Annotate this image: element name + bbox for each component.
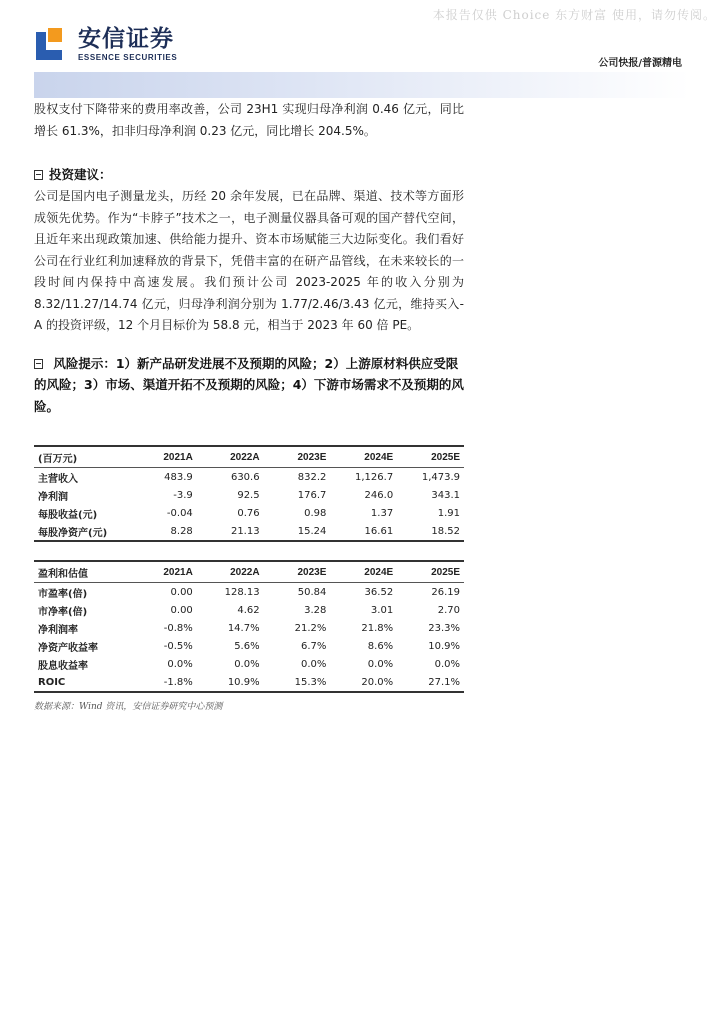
table-cell: 8.6% — [367, 640, 394, 652]
essence-logo-icon — [34, 26, 70, 62]
table-cell: 27.1% — [397, 673, 464, 692]
data-source-note: 数据来源：Wind 资讯，安信证券研究中心预测 — [34, 702, 223, 712]
table-cell: 18.52 — [397, 522, 464, 541]
table-row — [34, 637, 464, 655]
table-cell: 50.84 — [297, 586, 327, 598]
table-cell: 0.76 — [237, 507, 260, 519]
table-cell: 15.24 — [264, 522, 331, 541]
table-cell: 10.9% — [428, 640, 460, 652]
table-header-cell: 2023E — [264, 561, 331, 583]
financials-table — [34, 445, 464, 542]
table-cell: 2.70 — [437, 604, 460, 616]
row-label: 净利润 — [38, 491, 68, 503]
table-cell: 128.13 — [224, 586, 260, 598]
table-cell: 21.8% — [361, 622, 394, 634]
table-cell: 630.6 — [230, 471, 260, 483]
table-cell: 0.98 — [304, 507, 327, 519]
table-header-cell: 2023E — [264, 446, 331, 468]
table-cell: 21.13 — [197, 522, 264, 541]
table-cell: 1,473.9 — [421, 471, 460, 483]
row-label: 主营收入 — [38, 473, 78, 485]
row-label: 净利润率 — [38, 624, 78, 636]
table-cell: 8.28 — [130, 522, 197, 541]
table-header-row — [34, 561, 464, 583]
table-header-cell: 2025E — [397, 446, 464, 468]
table-header-cell: 盈利和估值 — [34, 561, 130, 583]
table-cell: 4.62 — [237, 604, 260, 616]
table-cell: -0.04 — [166, 507, 193, 519]
table-row — [34, 619, 464, 637]
table-cell: 0.0% — [234, 658, 260, 670]
table-cell: 343.1 — [431, 489, 460, 501]
table-cell: 10.9% — [197, 673, 264, 692]
table-cell: 1.37 — [370, 507, 394, 519]
table-cell: 21.2% — [294, 622, 327, 634]
table-cell: 3.01 — [370, 604, 394, 616]
table-cell: 832.2 — [297, 471, 327, 483]
row-label: 股息收益率 — [38, 660, 88, 672]
table-cell: 16.61 — [330, 522, 397, 541]
table-cell: -0.5% — [163, 640, 193, 652]
table-cell: 15.3% — [264, 673, 331, 692]
table-cell: 36.52 — [364, 586, 394, 598]
table-cell: 0.0% — [434, 658, 460, 670]
table-cell: 0.00 — [170, 604, 193, 616]
table-cell: 20.0% — [330, 673, 397, 692]
logo-english-name: ESSENCE SECURITIES — [78, 53, 178, 62]
row-label: 净资产收益率 — [38, 642, 98, 654]
table-cell: -3.9 — [173, 489, 193, 501]
row-label: ROIC — [34, 673, 130, 692]
table-header-cell: 2021A — [130, 446, 197, 468]
table-cell: 483.9 — [164, 471, 193, 483]
table-row — [34, 601, 464, 619]
table-cell: 23.3% — [428, 622, 460, 634]
investment-title-text: 投资建议： — [49, 167, 112, 182]
table-cell: 3.28 — [304, 604, 327, 616]
table-header-cell: 2024E — [330, 446, 397, 468]
row-label: 市盈率(倍) — [38, 588, 88, 600]
risk-text: 风险提示：1）新产品研发进展不及预期的风险；2）上游原材料供应受限的风险；3）市场、渠道开拓不及预期的风险；4）下游市场需求不及预期的风险。 — [34, 355, 464, 414]
watermark-text: 本报告仅供 Choice 东方财富 使用，请勿传阅。 — [432, 8, 716, 22]
table-cell: 0.0% — [167, 658, 193, 670]
table-header-row — [34, 446, 464, 468]
table-header-cell: 2022A — [197, 561, 264, 583]
table-cell: -1.8% — [130, 673, 197, 692]
table-row — [34, 504, 464, 522]
section-bullet-icon — [34, 359, 43, 369]
table-row — [34, 468, 464, 487]
investment-paragraph: 公司是国内电子测量龙头，历经 20 余年发展，已在品牌、渠道、技术等方面形成领先优势。作为“卡脖子”技术之一，电子测量仪器具备可观的国产替代空间，且近年来出现政策加速、供给能力提升、资本市场赋能三大边际变化。我们看好公司在行业红利加速释放的背景下，凭借丰富的在研产品管线，在未来较长的一段时间内保持中高速发展。我们预计公司 2023-2025 年的收入分别为 8.32/11.27/14.74 亿元，归母净利润分别为 1.77/2.46/3.43 亿元，维持买入-A 的投资评级，12 个月目标价为 58.8 元，相当于 2023 年 60 倍 PE。 — [34, 189, 464, 332]
table-cell: 1,126.7 — [355, 471, 394, 483]
report-type-label: 公司快报/普源精电 — [598, 58, 682, 69]
header-band — [34, 72, 690, 98]
row-label: 每股净资产(元) — [34, 522, 130, 541]
table-cell: 0.00 — [170, 586, 193, 598]
logo-chinese-name: 安信证券 — [78, 26, 174, 52]
valuation-table — [34, 560, 464, 693]
table-header-cell: (百万元) — [34, 446, 130, 468]
table-row — [34, 522, 464, 541]
table-cell: 5.6% — [234, 640, 260, 652]
table-cell: 26.19 — [431, 586, 460, 598]
table-cell: 0.0% — [367, 658, 394, 670]
table-cell: 246.0 — [364, 489, 394, 501]
section-bullet-icon — [34, 170, 43, 180]
investment-section-title — [34, 164, 464, 186]
table-header-cell: 2024E — [330, 561, 397, 583]
table-cell: 176.7 — [297, 489, 327, 501]
table-cell: -0.8% — [163, 622, 193, 634]
table-cell: 92.5 — [237, 489, 260, 501]
table-header-cell: 2025E — [397, 561, 464, 583]
main-content — [34, 99, 464, 712]
table-row — [34, 583, 464, 602]
row-label: 市净率(倍) — [38, 606, 88, 618]
table-header-cell: 2022A — [197, 446, 264, 468]
table-row — [34, 486, 464, 504]
table-cell: 0.0% — [300, 658, 327, 670]
table-header-cell: 2021A — [130, 561, 197, 583]
table-row — [34, 655, 464, 673]
row-label: 每股收益(元) — [38, 509, 98, 521]
table-row — [34, 673, 464, 692]
intro-paragraph: 股权支付下降带来的费用率改善，公司 23H1 实现归母净利润 0.46 亿元，同比增长 61.3%，扣非归母净利润 0.23 亿元，同比增长 204.5%。 — [34, 102, 464, 138]
table-cell: 14.7% — [227, 622, 260, 634]
table-cell: 6.7% — [300, 640, 327, 652]
risk-section — [34, 353, 464, 418]
table-cell: 1.91 — [437, 507, 460, 519]
